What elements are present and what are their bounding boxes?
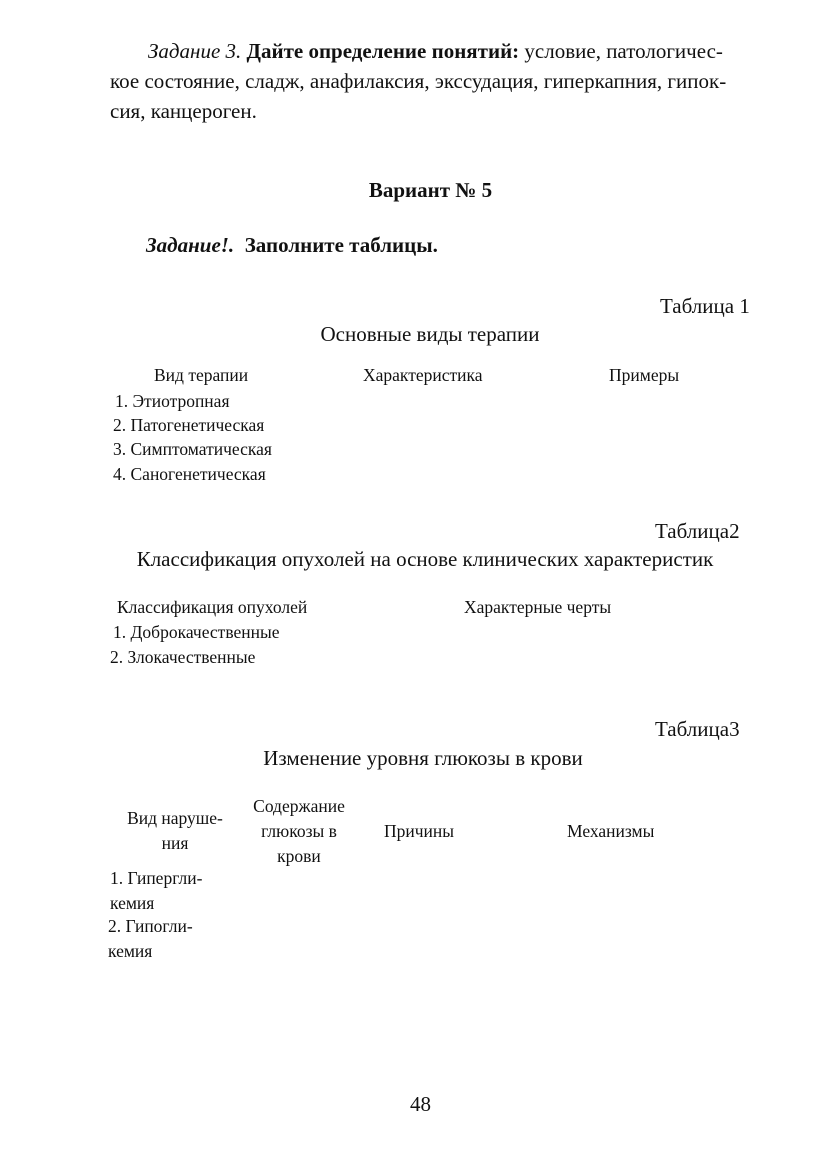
intro-line-3: сия, канцероген.	[110, 99, 257, 123]
table3-row-line2: кемия	[110, 893, 155, 913]
table3-header-glucose-line3: крови	[277, 846, 321, 866]
task-heading	[146, 233, 438, 258]
task3-label: Задание 3.	[148, 39, 242, 63]
table1-title: Основные виды терапии	[320, 322, 540, 346]
table1-header-type: Вид терапии	[154, 365, 249, 385]
table3-header-glucose-line2: глюкозы в	[261, 821, 337, 841]
table1-row: 2. Патогенетическая	[113, 415, 265, 435]
table2-title: Классификация опухолей на основе клинических характеристик	[136, 547, 714, 571]
intro-line-2: кое состояние, сладж, анафилаксия, экссудация, гиперкапния, гипок-	[110, 69, 727, 93]
intro-line-1	[110, 36, 758, 66]
table2-row: 2. Злокачественные	[110, 647, 256, 667]
page-number: 48	[410, 1092, 431, 1116]
table2-row: 1. Доброкачественные	[113, 622, 280, 642]
task-label: Задание!.	[146, 233, 235, 257]
table3-header-disorder-line2: ния	[161, 833, 189, 853]
table2-header-features: Характерные черты	[464, 597, 612, 617]
table2-header-classification: Классификация опухолей	[117, 597, 308, 617]
table3-header-causes: Причины	[384, 821, 455, 841]
table1-header-characteristic: Характеристика	[363, 365, 483, 385]
task-text: Заполните таблицы.	[244, 233, 438, 257]
table3-row-line2: кемия	[108, 941, 153, 961]
table1-row: 1. Этиотропная	[115, 391, 230, 411]
intro-line1-rest: условие, патологичес-	[524, 39, 723, 63]
task3-bold: Дайте определение понятий:	[246, 39, 520, 63]
table1-label: Таблица 1	[660, 294, 750, 318]
table1-row: 3. Симптоматическая	[113, 439, 272, 459]
table3-header-mechanisms: Механизмы	[567, 821, 655, 841]
table3-header-glucose	[236, 794, 362, 869]
variant-heading: Вариант № 5	[368, 178, 493, 202]
intro-paragraph	[110, 36, 758, 126]
table1-row: 4. Саногенетическая	[113, 464, 266, 484]
table3-header-glucose-line1: Содержание	[253, 796, 345, 816]
table2-label: Таблица2	[655, 519, 740, 543]
table3-header-disorder	[108, 806, 242, 856]
table3-row	[108, 914, 193, 964]
table3-row-line1: 2. Гипогли-	[108, 916, 193, 936]
table3-row	[110, 866, 202, 916]
table3-header-disorder-line1: Вид наруше-	[127, 808, 223, 828]
table1-header-examples: Примеры	[609, 365, 680, 385]
table3-label: Таблица3	[655, 717, 740, 741]
table3-title: Изменение уровня глюкозы в крови	[263, 746, 583, 770]
table3-row-line1: 1. Гипергли-	[110, 868, 203, 888]
